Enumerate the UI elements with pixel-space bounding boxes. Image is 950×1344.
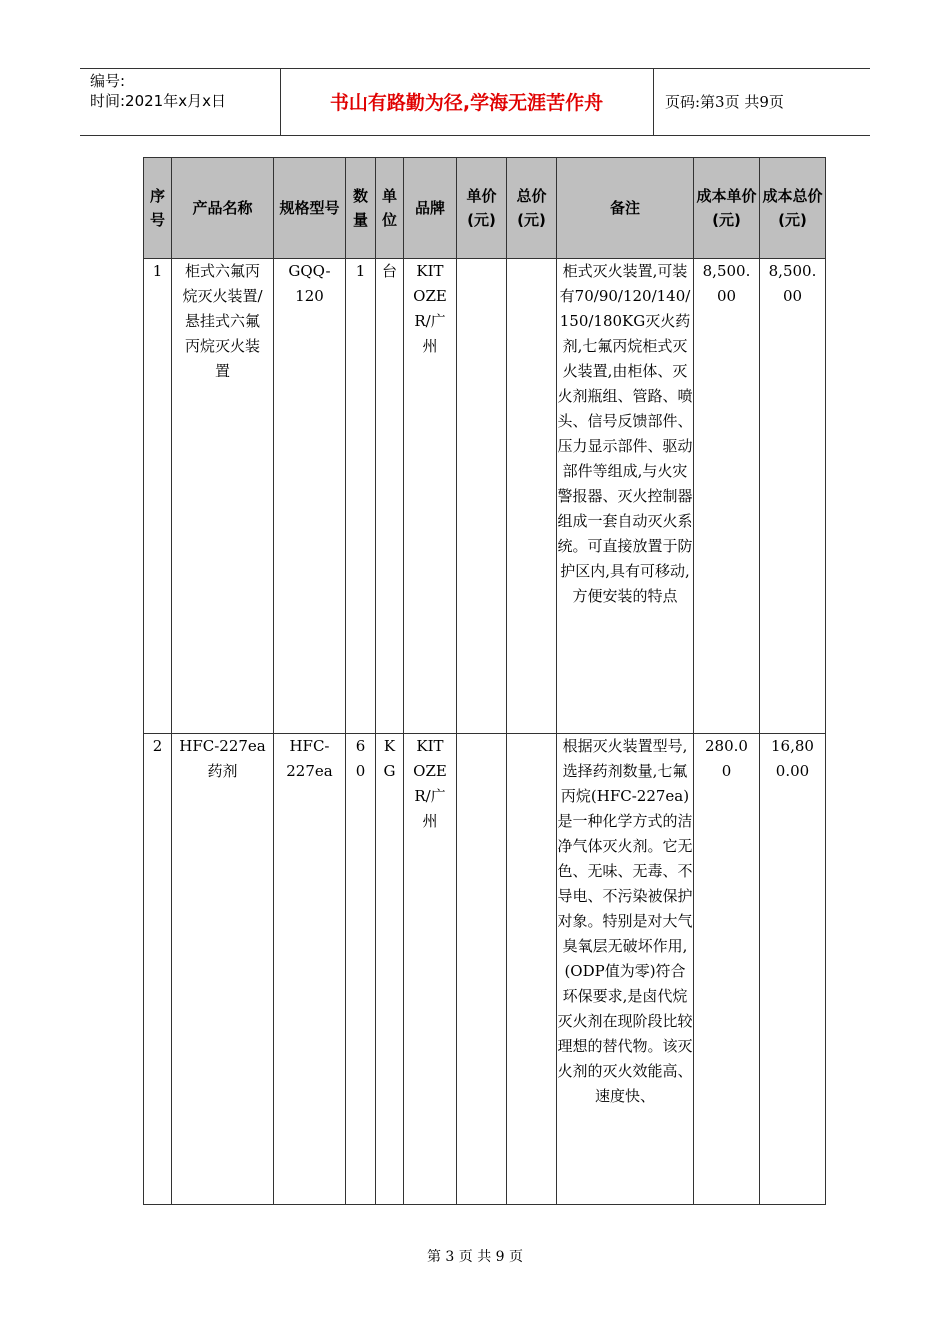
header-slogan: 书山有路勤为径,学海无涯苦作舟	[329, 92, 604, 114]
header-bottom-rule	[80, 135, 870, 136]
page-footer: 第 3 页 共 9 页	[426, 1249, 524, 1265]
cell-no: 2	[144, 734, 172, 1205]
col-header-no: 序号	[144, 158, 172, 259]
cell-cost-total: 8,500.00	[760, 259, 826, 734]
col-header-name: 产品名称	[172, 158, 274, 259]
cell-note: 柜式灭火装置,可装有70/90/120/140/150/180KG灭火药剂,七氟丙烷柜式灭火装置,由柜体、灭火剂瓶组、管路、喷头、信号反馈部件、压力显示部件、驱动部件等组成,与火灾警报器、灭火控制器组成一套自动灭火系统。可直接放置于防护区内,具有可移动,方便安装的特点	[557, 259, 694, 734]
cell-total	[507, 734, 557, 1205]
cell-no: 1	[144, 259, 172, 734]
header-meta	[90, 71, 226, 111]
cell-model: GQQ-120	[274, 259, 346, 734]
cell-name: 柜式六氟丙烷灭火装置/悬挂式六氟丙烷灭火装置	[172, 259, 274, 734]
cell-qty: 1	[346, 259, 376, 734]
table-header-row	[144, 158, 826, 259]
cell-brand: KITOZER/广州	[404, 259, 457, 734]
cell-unit: KG	[376, 734, 404, 1205]
table-row	[144, 259, 826, 734]
col-header-cost-total: 成本总价(元)	[760, 158, 826, 259]
cell-unit: 台	[376, 259, 404, 734]
cell-price	[457, 734, 507, 1205]
header-divider-right	[653, 68, 654, 135]
cell-cost-total: 16,800.00	[760, 734, 826, 1205]
col-header-price: 单价(元)	[457, 158, 507, 259]
cell-note: 根据灭火装置型号,选择药剂数量,七氟丙烷(HFC-227ea)是一种化学方式的洁净气体灭火剂。它无色、无味、无毒、不导电、不污染被保护对象。特别是对大气臭氧层无破坏作用,(ODP值为零)符合环保要求,是卤代烷灭火剂在现阶段比较理想的替代物。该灭火剂的灭火效能高、速度快、	[557, 734, 694, 1205]
cell-brand: KITOZER/广州	[404, 734, 457, 1205]
cell-model: HFC-227ea	[274, 734, 346, 1205]
cell-cost-price: 280.00	[694, 734, 760, 1205]
col-header-brand: 品牌	[404, 158, 457, 259]
document-number-label: 编号:	[90, 72, 126, 90]
product-table	[143, 157, 826, 1205]
col-header-qty: 数量	[346, 158, 376, 259]
col-header-total: 总价(元)	[507, 158, 557, 259]
cell-cost-price: 8,500.00	[694, 259, 760, 734]
cell-name: HFC-227ea药剂	[172, 734, 274, 1205]
col-header-model: 规格型号	[274, 158, 346, 259]
header-page-number: 页码:第3页 共9页	[665, 93, 784, 111]
cell-qty: 60	[346, 734, 376, 1205]
col-header-unit: 单位	[376, 158, 404, 259]
col-header-note: 备注	[557, 158, 694, 259]
document-date: 时间:2021年x月x日	[90, 92, 226, 110]
cell-price	[457, 259, 507, 734]
col-header-cost-price: 成本单价(元)	[694, 158, 760, 259]
cell-total	[507, 259, 557, 734]
table-row	[144, 734, 826, 1205]
